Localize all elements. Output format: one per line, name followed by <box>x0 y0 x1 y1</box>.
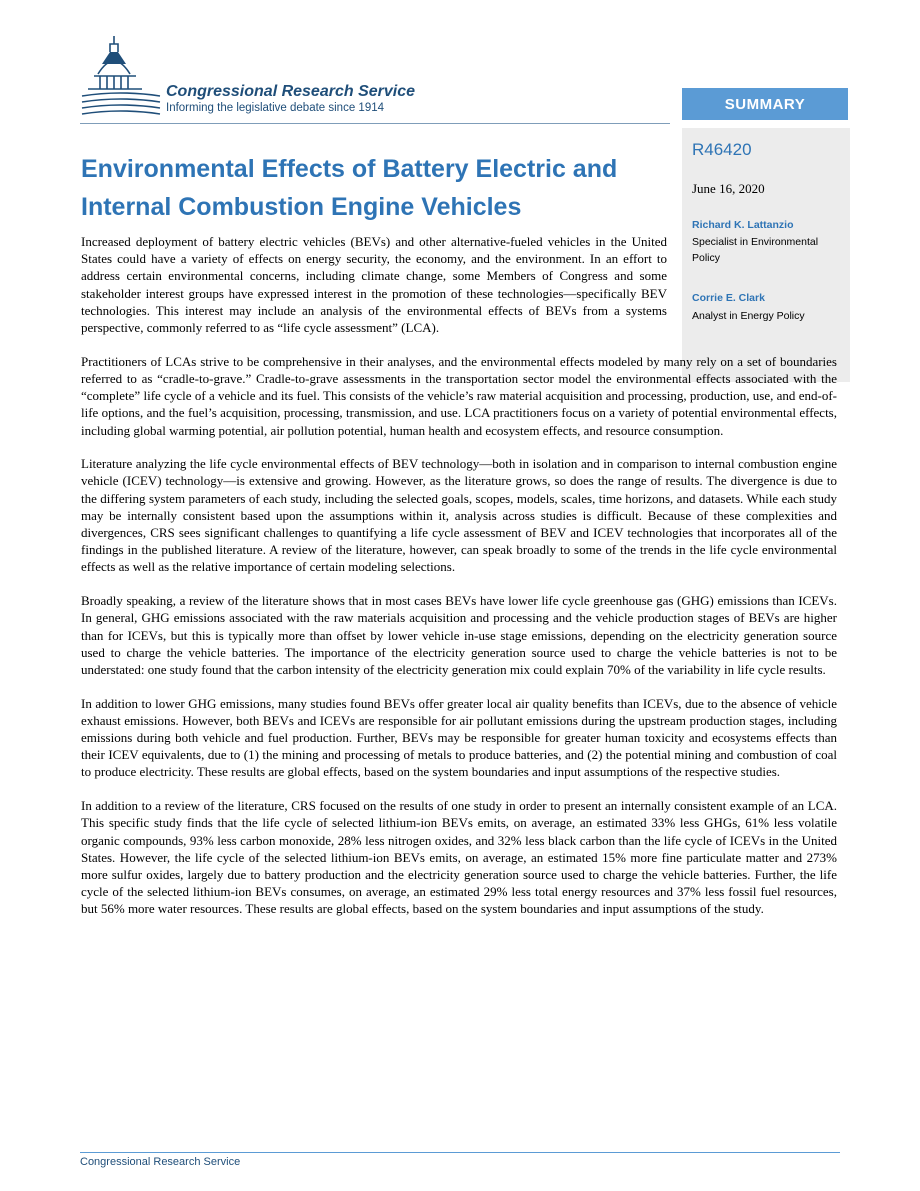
summary-body <box>81 233 837 934</box>
footer-divider <box>80 1152 840 1153</box>
document-title: Environmental Effects of Battery Electric and Internal Combustion Engine Vehicles <box>81 155 618 221</box>
body-paragraph: Increased deployment of battery electric vehicles (BEVs) and other alternative-fueled vehicles in the United States could have a variety of effects on energy security, the economy, and the environment. In an effort to address certain environmental concerns, including climate change, some Members of Congress and some stakeholder interest groups have expressed interest in the promotion of these technologies—specifically BEV technologies. This interest may include an analysis of the environmental effects of BEVs from a systems perspective, commonly referred to as “life cycle assessment” (LCA). <box>81 234 667 336</box>
author-name: Richard K. Lattanzio <box>692 219 794 231</box>
summary-label: SUMMARY <box>682 88 848 120</box>
body-paragraph: Broadly speaking, a review of the literature shows that in most cases BEVs have lower life cycle greenhouse gas (GHG) emissions than ICEVs. In general, GHG emissions associated with the raw materials acquisition and processing and the vehicle production stages of BEVs are higher than for ICEVs, but this is typically more than offset by lower vehicle in-use stage emissions, depending on the electricity generation source used to charge the vehicle batteries. The importance of the electricity generation source used to charge the vehicle batteries is not to be understated: one study found that the carbon intensity of the electricity generation mix could explain 70% of the variability in life cycle results. <box>81 593 837 677</box>
author-title: Specialist in Environmental Policy <box>692 236 819 264</box>
org-name: Congressional Research Service <box>166 83 416 100</box>
header-divider <box>80 123 670 124</box>
footer-org-name: Congressional Research Service <box>80 1156 241 1168</box>
author-title: Analyst in Energy Policy <box>692 310 805 322</box>
report-number: R46420 <box>692 140 752 159</box>
report-date: June 16, 2020 <box>692 181 765 196</box>
body-paragraph: In addition to a review of the literature, CRS focused on the results of one study in order to present an internally consistent example of an LCA. This specific study finds that the life cycle of selected lithium-ion BEVs emits, on average, an estimated 33% less GHGs, 61% less volatile organic compounds, 93% less carbon monoxide, 28% less nitrogen oxides, and 32% less black carbon than the life cycle of ICEVs in the United States. However, the life cycle of the selected lithium-ion BEVs emits, on average, an estimated 15% more fine particulate matter and 273% more sulfur oxides, largely due to battery production and the electricity generation source used to charge the vehicle batteries. Further, the life cycle of the selected lithium-ion BEVs consumes, on average, an estimated 29% less total energy resources and 37% less fossil fuel resources, but 56% more water resources. These results are global effects, based on the system boundaries and input assumptions of the study. <box>81 798 837 917</box>
body-paragraph: Practitioners of LCAs strive to be comprehensive in their analyses, and the environmental effects modeled by many rely on a set of boundaries referred to as “cradle-to-grave.” Cradle-to-grave assessments in the transportation sector model the environmental effects associated with the “complete” life cycle of a vehicle and its fuel. This consists of the vehicle’s raw material acquisition and processing, production, use, and end-of-life options, and the fuel’s acquisition, processing, transmission, and use. LCA practitioners focus on a variety of potential environmental effects, including global warming potential, air pollution potential, human health and ecosystem effects, and resource consumption. <box>81 353 837 438</box>
body-paragraph: Literature analyzing the life cycle environmental effects of BEV technology—both in isolation and in comparison to internal combustion engine vehicle (ICEV) technology—is extensive and growing. However, as the literature grows, so does the range of results. The divergence is due to the differing system parameters of each study, including the selected goals, scopes, models, scales, time horizons, and datasets. While each study may be internally consistent based upon the assumptions within it, analysis across studies is difficult. Because of these complexities and divergences, CRS sees significant challenges to quantifying a life cycle assessment of BEV and ICEV technologies that incorporates all of the findings in the published literature. A review of the literature, however, can speak broadly to some of the trends in the life cycle environmental effects as well as the relative importance of certain modeling selections. <box>81 456 837 575</box>
body-paragraph: In addition to lower GHG emissions, many studies found BEVs offer greater local air quality benefits than ICEVs, due to the absence of vehicle exhaust emissions. However, both BEVs and ICEVs are responsible for air pollutant emissions during the upstream production stages, including emissions during both vehicle and fuel production. Further, BEVs may be responsible for greater human toxicity and ecosystems effects than their ICEV equivalents, due to (1) the mining and processing of metals to produce batteries, and (2) the potential mining and combustion of coal to produce electricity. These results are global effects, based on the system boundaries and input assumptions of the respective studies. <box>81 695 837 780</box>
author-name: Corrie E. Clark <box>692 292 765 304</box>
org-tagline: Informing the legislative debate since 1914 <box>166 102 385 114</box>
